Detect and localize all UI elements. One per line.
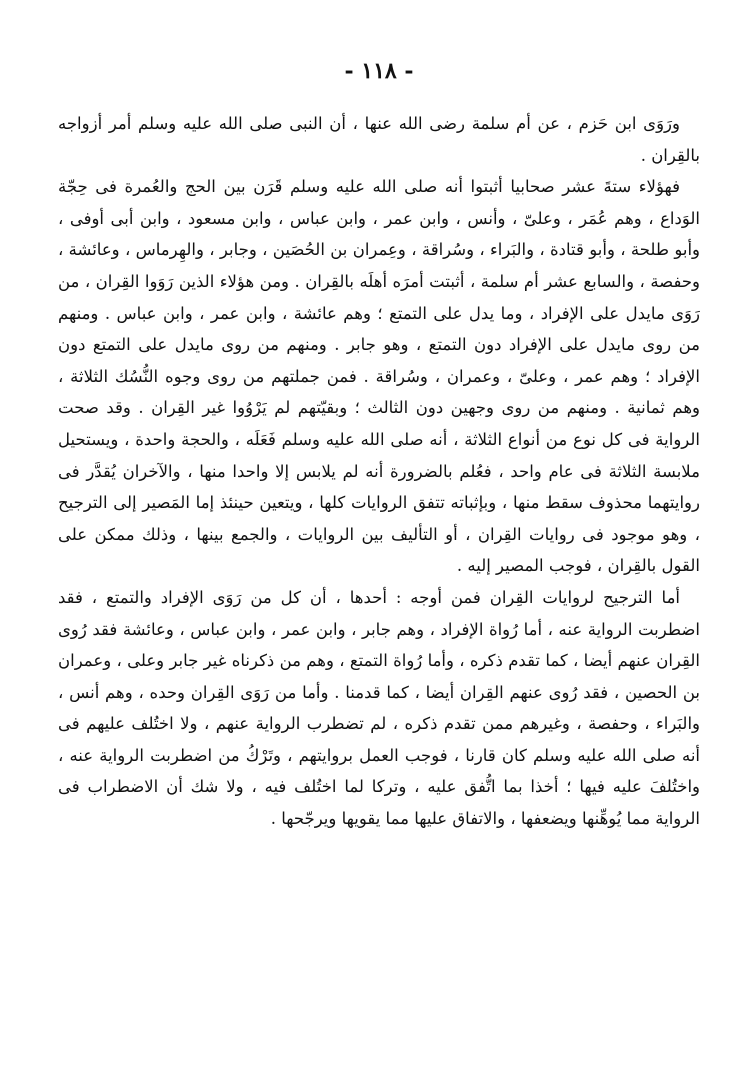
paragraph-3: أما الترجيح لروايات القِران فمن أوجه : أحدها ، أن كل من رَوَى الإفراد والتمتع ، فقد اضطربت الرواية عنه ، أما رُواة الإفراد ، وهم جابر ، وابن عمر ، وابن عباس ، وعائشة فقد رُوى القِران عنهم أيضا ، كما تقدم ذكره ، وأما رُواة التمتع ، وهم من ذكرناه غير جابر وعلى ، وعمران بن الحصين ، فقد رُوى عنهم القِران أيضا ، كما قدمنا . وأما من رَوَى القِران وحده ، وهم أنس ، والبَراء ، وحفصة ، وغيرهم ممن تقدم ذكره ، لم تضطرب الرواية عنهم ، ولا اختُلف عليهم فى أنه صلى الله عليه وسلم كان قارنا ، فوجب العمل بروايتهم ، وتَرْكُ من اضطربت الرواية عنه ، واختُلفَ عليه فيها ؛ أخذا بما اتُّفق عليه ، وتركا لما اختُلف فيه ، ولا شك أن الاضطراب فى الرواية مما يُوهِّنها ويضعفها ، والاتفاق عليها مما يقويها ويرجّحها . <box>58 587 700 829</box>
paragraph-1: ورَوَى ابن حَزم ، عن أم سلمة رضى الله عنها ، أن النبى صلى الله عليه وسلم أمر أزواجه بالقِران . <box>58 114 700 165</box>
paragraph-2: فهؤلاء ستةَ عشر صحابيا أثبتوا أنه صلى الله عليه وسلم قَرَن بين الحج والعُمرة فى حِجّة الوَداع ، وهم عُمَر ، وعلىّ ، وأنس ، وابن عمر ، وابن عباس ، وابن مسعود ، وابن أبى أوفى ، وأبو طلحة ، وأبو قتادة ، والبَراء ، وسُراقة ، وعِمران بن الحُصَين ، وجابر ، والهِرماس ، وعائشة ، وحفصة ، والسابع عشر أم سلمة ، أثبتت أمرَه أهلَه بالقِران . ومن هؤلاء الذين رَوَوا القِران ، من رَوَى مايدل على الإفراد ، وما يدل على التمتع ؛ وهم عائشة ، وابن عمر ، وابن عباس . ومنهم من روى مايدل على الإفراد دون التمتع ، وهو جابر . ومنهم من روى مايدل على التمتع دون الإفراد ؛ وهم عمر ، وعلىّ ، وعمران ، وسُراقة . فمن جملتهم من روى وجوه النُّسُك الثلاثة ، وهم ثمانية . ومنهم من روى وجهين دون الثالث ؛ وبقيّتهم لم يَرْوُوا غير القِران . وقد صحت الرواية فى كل نوع من أنواع الثلاثة ، أنه صلى الله عليه وسلم فَعَلَه ، والحجة واحدة ، ويستحيل ملابسة الثلاثة فى عام واحد ، فعُلم بالضرورة أنه لم يلابس إلا واحدا منها ، والآخران يُقدَّر فى روايتهما محذوف سقط منها ، وبإثباته تتفق الروايات كلها ، ويتعين حينئذ إما المَصير إلى الترجيح ، وهو موجود فى روايات القِران ، أو التأليف بين الروايات ، والجمع بينها ، وذلك ممكن على القول بالقِران ، فوجب المصير إليه . <box>58 177 700 576</box>
body-text <box>58 108 700 835</box>
page-number: - ١١٨ - <box>344 58 414 84</box>
book-page <box>58 0 700 1080</box>
